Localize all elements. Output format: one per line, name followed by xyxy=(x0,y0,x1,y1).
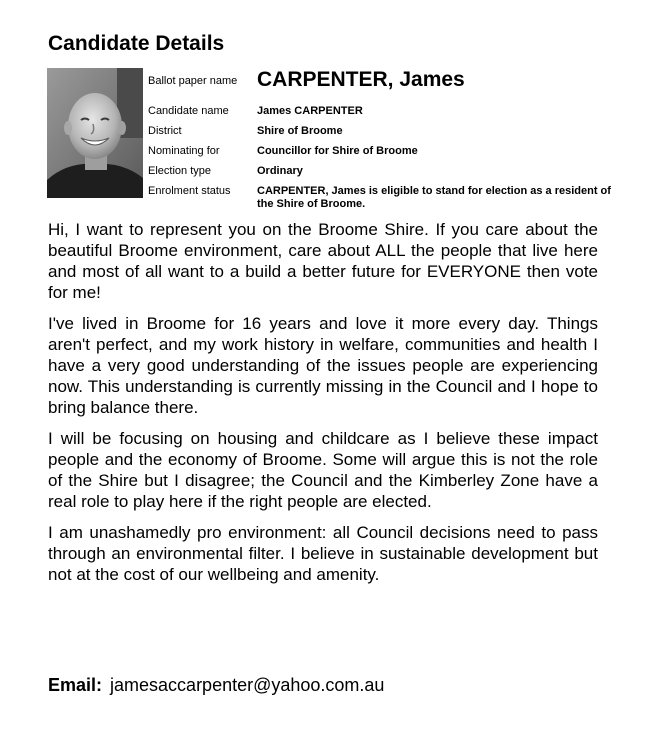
page-title: Candidate Details xyxy=(48,32,225,55)
candidate-photo xyxy=(47,68,143,198)
candidate-photo-image xyxy=(47,68,143,198)
enrolment-status-value: CARPENTER, James is eligible to stand for election as a resident of the Shire of Broome. xyxy=(257,185,611,210)
statement-paragraph: I will be focusing on housing and childcare as I believe these impact people and the economy of Broome. Some will argue this is not the role of the Shire but I disagree; the Council and the Kimberley Zone have a real role to play here if the right people are elected. xyxy=(48,429,598,511)
nominating-for-value: Councillor for Shire of Broome xyxy=(257,145,418,157)
election-type-label: Election type xyxy=(148,165,211,177)
candidate-name-label: Candidate name xyxy=(148,105,229,117)
district-label: District xyxy=(148,125,182,137)
candidate-statement xyxy=(48,219,598,595)
statement-paragraph: I am unashamedly pro environment: all Council decisions need to pass through an environmental filter. I believe in sustainable development but not at the cost of our wellbeing and amenity. xyxy=(48,523,598,584)
email-address: jamesaccarpenter@yahoo.com.au xyxy=(110,675,385,695)
candidate-name-value: James CARPENTER xyxy=(257,105,363,117)
statement-paragraph: Hi, I want to represent you on the Broome Shire. If you care about the beautiful Broome environment, care about ALL the people that live here and most of all want to a build a better future for EVERYONE then vote for me! xyxy=(48,220,598,302)
ballot-paper-name-value: CARPENTER, James xyxy=(257,68,465,91)
nominating-for-label: Nominating for xyxy=(148,145,220,157)
email-line xyxy=(48,674,608,696)
enrolment-status-label: Enrolment status xyxy=(148,185,231,197)
ballot-paper-name-label: Ballot paper name xyxy=(148,75,238,87)
election-type-value: Ordinary xyxy=(257,165,303,177)
district-value: Shire of Broome xyxy=(257,125,343,137)
email-label: Email: xyxy=(48,675,103,695)
statement-paragraph: I've lived in Broome for 16 years and love it more every day. Things aren't perfect, and my work history in welfare, communities and health I have a very good understanding of the issues people are experiencing now. This understanding is currently missing in the Council and I hope to bring balance there. xyxy=(48,314,598,417)
detail-row-ballot xyxy=(148,66,628,96)
